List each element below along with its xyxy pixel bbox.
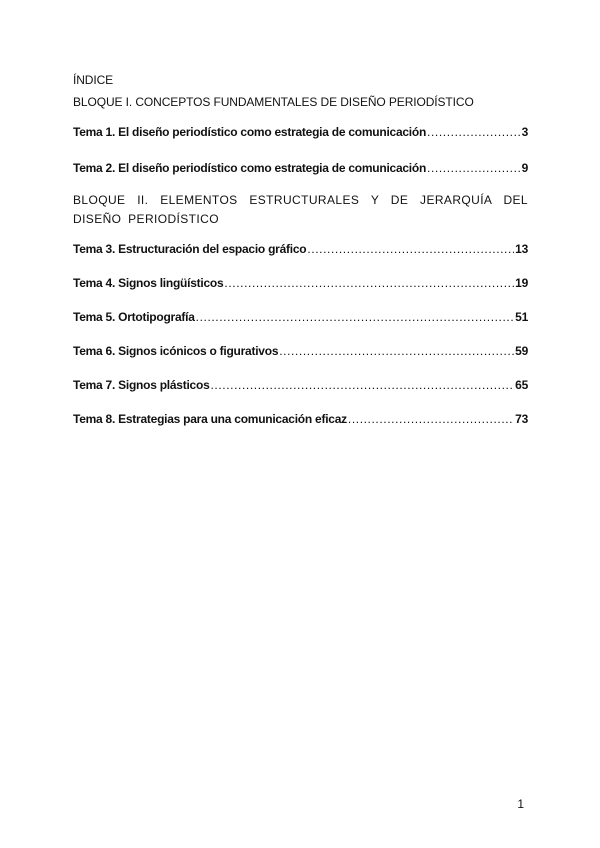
dot-leader: [224, 275, 514, 292]
index-heading: ÍNDICE: [73, 73, 114, 87]
toc-entry-tema-4[interactable]: [73, 275, 528, 292]
toc-entry-page: 9: [521, 161, 528, 175]
toc-entry-label: Tema 5. Ortotipografía: [73, 310, 195, 324]
block2-title: BLOQUE II. ELEMENTOS ESTRUCTURALES Y DE JERARQUÍA DEL DISEÑO PERIODÍSTICO: [73, 193, 528, 226]
toc-entry-label: Tema 6. Signos icónicos o figurativos: [73, 344, 279, 358]
table-of-contents: [73, 72, 528, 428]
toc-entry-label: Tema 1. El diseño periodístico como estrategia de comunicación: [73, 125, 427, 139]
toc-entry-tema-2[interactable]: [73, 160, 528, 177]
toc-entry-page: 3: [521, 125, 528, 139]
toc-entry-page: 13: [515, 242, 528, 256]
toc-entry-page: 51: [515, 310, 528, 324]
dot-leader: [427, 124, 521, 141]
dot-leader: [196, 309, 515, 326]
dot-leader: [427, 160, 521, 177]
toc-entry-tema-3[interactable]: [73, 241, 528, 258]
toc-entry-label: Tema 2. El diseño periodístico como estrategia de comunicación: [73, 161, 427, 175]
dot-leader: [307, 241, 514, 258]
block1-entries: [73, 124, 528, 177]
toc-entry-page: 73: [515, 412, 528, 426]
toc-entry-tema-6[interactable]: [73, 343, 528, 360]
toc-entry-tema-8[interactable]: [73, 411, 528, 428]
dot-leader: [279, 343, 514, 360]
block2-entries: [73, 241, 528, 428]
toc-entry-label: Tema 4. Signos lingüísticos: [73, 276, 224, 290]
block1-title: BLOQUE I. CONCEPTOS FUNDAMENTALES DE DISEÑO PERIODÍSTICO: [73, 95, 474, 109]
toc-entry-label: Tema 8. Estrategias para una comunicación eficaz: [73, 412, 347, 426]
page-number: 1: [517, 797, 524, 811]
toc-entry-tema-7[interactable]: [73, 377, 528, 394]
toc-entry-page: 65: [515, 378, 528, 392]
dot-leader: [348, 411, 514, 428]
toc-entry-tema-1[interactable]: [73, 124, 528, 141]
toc-entry-page: 19: [515, 276, 528, 290]
dot-leader: [211, 377, 515, 394]
toc-entry-tema-5[interactable]: [73, 309, 528, 326]
toc-entry-label: Tema 3. Estructuración del espacio gráfico: [73, 242, 307, 256]
toc-entry-page: 59: [515, 344, 528, 358]
toc-entry-label: Tema 7. Signos plásticos: [73, 378, 210, 392]
